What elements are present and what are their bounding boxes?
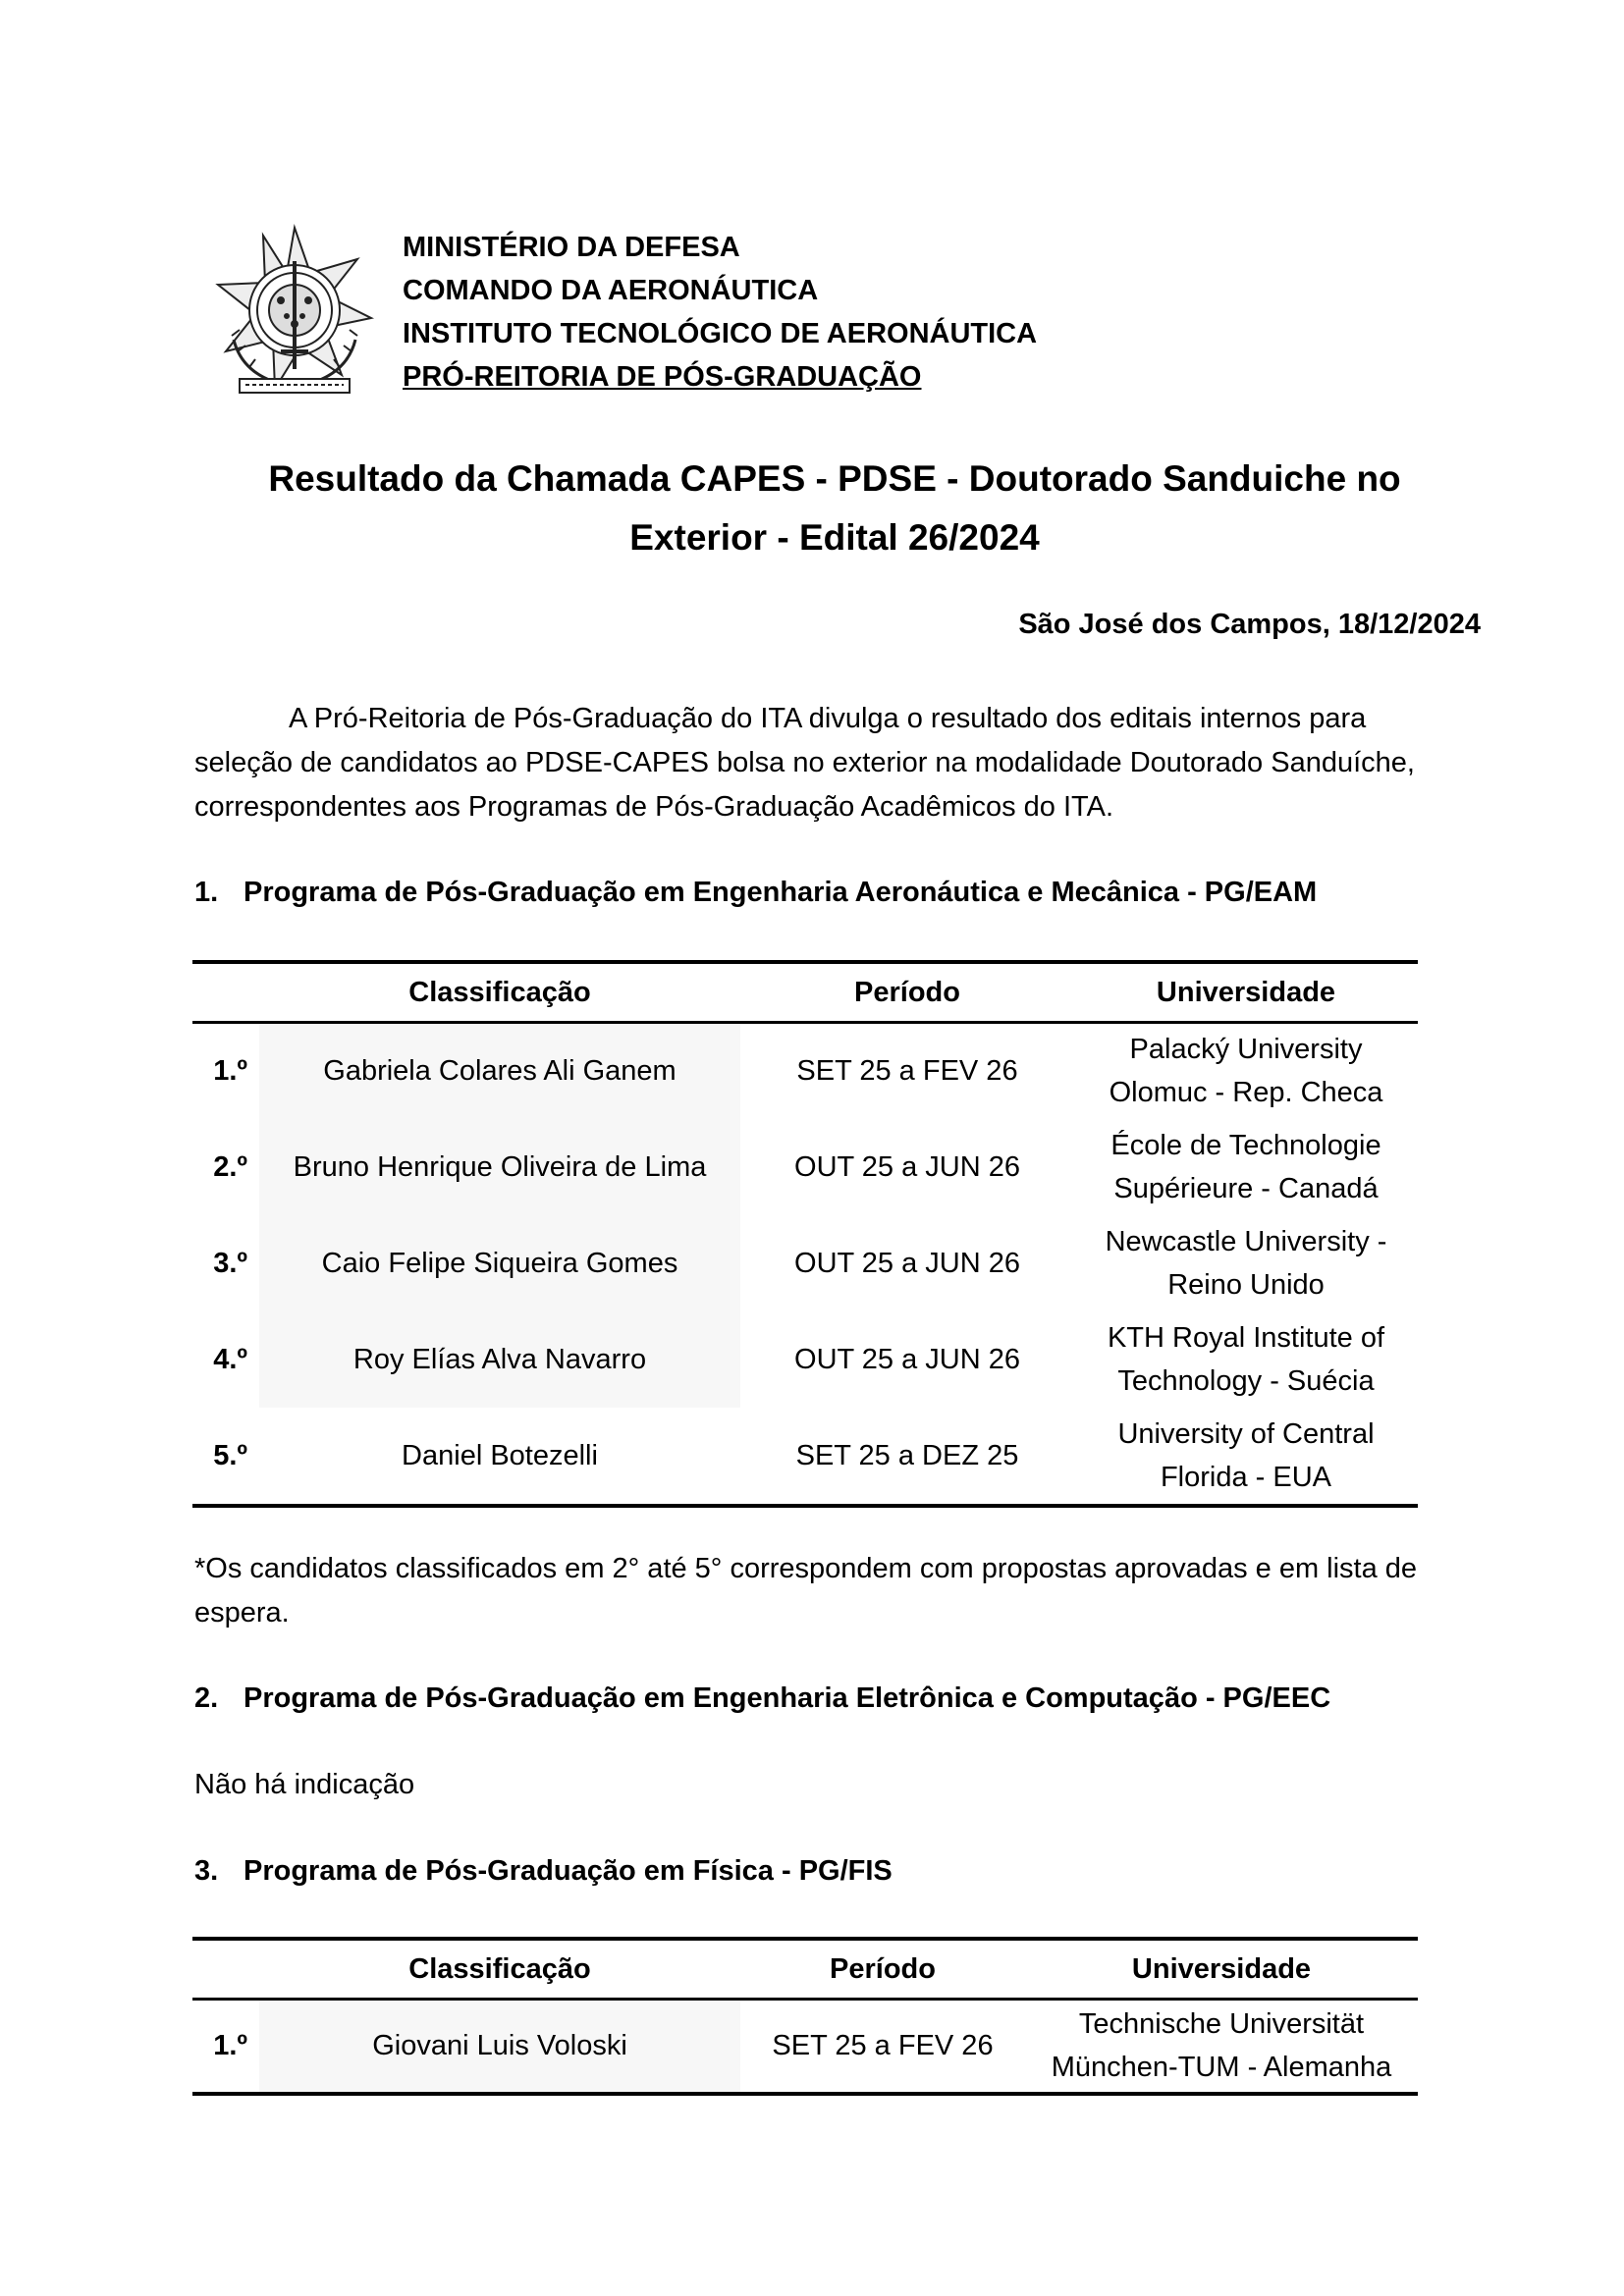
institution-header [403,226,1037,399]
university-line-1: École de Technologie [1110,1129,1381,1161]
title-line-2: Exterior - Edital 26/2024 [629,517,1040,558]
row-period: SET 25 a DEZ 25 [740,1408,1074,1506]
university-line-1: Technische Universität [1078,2008,1365,2041]
section-2-text: Não há indicação [194,1769,415,1800]
table-row [192,1023,1418,1119]
row-period: OUT 25 a JUN 26 [794,1247,1020,1279]
row-candidate-name: Roy Elías Alva Navarro [259,1311,740,1408]
section-1-title: Programa de Pós-Graduação em Engenharia Aeronáutica e Mecânica - PG/EAM [244,877,1318,908]
header-pro-rectory: PRÓ-REITORIA DE PÓS-GRADUAÇÃO [403,361,922,393]
table-row [192,2000,1418,2094]
university-line-2: Supérieure - Canadá [1113,1172,1379,1204]
university-line-2: Florida - EUA [1160,1461,1332,1493]
results-table-fis [192,1937,1418,2096]
column-header-periodo: Período [740,1939,1025,2000]
university-line-1: KTH Royal Institute of [1107,1321,1385,1354]
row-candidate-name: Caio Felipe Siqueira Gomes [259,1215,740,1311]
date-place: São José dos Campos, 18/12/2024 [1018,609,1481,640]
table-row [192,1119,1418,1215]
row-period: SET 25 a FEV 26 [796,1055,1018,1088]
row-university [1074,1311,1418,1408]
note-line-2: espera. [194,1597,290,1629]
intro-line-3: correspondentes aos Programas de Pós-Graduação Acadêmicos do ITA. [194,791,1114,823]
university-line-2: Olomuc - Rep. Checa [1109,1077,1383,1109]
column-header-periodo: Período [740,962,1074,1023]
table-row [192,1408,1418,1506]
university-line-1: Newcastle University - [1105,1225,1387,1257]
university-line-2: München-TUM - Alemanha [1051,2052,1392,2084]
results-table-eam [192,960,1418,1508]
row-rank: 1.º [213,1055,247,1088]
coat-of-arms-seal-icon [204,222,385,402]
university-line-1: Palacký University [1129,1034,1363,1066]
row-university [1074,1408,1418,1506]
section-1-heading [194,877,1317,909]
university-line-2: Technology - Suécia [1117,1364,1375,1397]
table-header-row [192,1939,1418,2000]
note-line-1: *Os candidatos classificados em 2° até 5° correspondem com propostas aprovadas e em lista de [194,1553,1418,1584]
table-header-row [192,962,1418,1023]
row-candidate-name: Bruno Henrique Oliveira de Lima [259,1119,740,1215]
section-2-title: Programa de Pós-Graduação em Engenharia Eletrônica e Computação - PG/EEC [244,1682,1331,1714]
intro-line-1: A Pró-Reitoria de Pós-Graduação do ITA divulga o resultado dos editais internos para [289,703,1367,734]
row-period: SET 25 a FEV 26 [740,2000,1025,2094]
row-candidate-name: Daniel Botezelli [259,1408,740,1506]
row-rank: 2.º [213,1150,247,1183]
header-ministry: MINISTÉRIO DA DEFESA [403,232,740,263]
document-title [196,450,1473,567]
section-3-number: 3. [194,1855,219,1887]
row-candidate-name: Gabriela Colares Ali Ganem [259,1023,740,1119]
header-institute: INSTITUTO TECNOLÓGICO DE AERONÁUTICA [403,318,1038,349]
row-rank: 4.º [213,1343,247,1375]
section-3-title: Programa de Pós-Graduação em Física - PG/FIS [244,1855,893,1887]
column-header-classificacao: Classificação [259,1939,740,2000]
row-university [1074,1215,1418,1311]
row-rank: 3.º [213,1247,247,1279]
row-university [1074,1023,1418,1119]
table-row [192,1215,1418,1311]
university-line-1: University of Central [1117,1417,1375,1450]
university-line-2: Reino Unido [1167,1268,1325,1301]
title-line-1: Resultado da Chamada CAPES - PDSE - Doutorado Sanduiche no [268,458,1401,499]
section-1-number: 1. [194,877,219,908]
row-period: OUT 25 a JUN 26 [794,1150,1020,1183]
section-1-note [194,1547,1510,1635]
table-row [192,1311,1418,1408]
intro-line-2: seleção de candidatos ao PDSE-CAPES bolsa no exterior na modalidade Doutorado Sanduíche, [194,747,1415,778]
column-header-classificacao: Classificação [259,962,740,1023]
row-candidate-name: Giovani Luis Voloski [259,2000,740,2094]
section-2-heading [194,1682,1330,1715]
row-university [1025,2000,1418,2094]
header-command: COMANDO DA AERONÁUTICA [403,275,819,306]
column-header-universidade: Universidade [1074,962,1418,1023]
row-period: OUT 25 a JUN 26 [794,1343,1020,1375]
row-university [1074,1119,1418,1215]
column-header-universidade: Universidade [1025,1939,1418,2000]
row-rank: 1.º [192,2000,259,2094]
row-rank: 5.º [192,1408,259,1506]
intro-paragraph [194,697,1490,829]
section-3-heading [194,1855,893,1888]
section-2-number: 2. [194,1682,219,1714]
